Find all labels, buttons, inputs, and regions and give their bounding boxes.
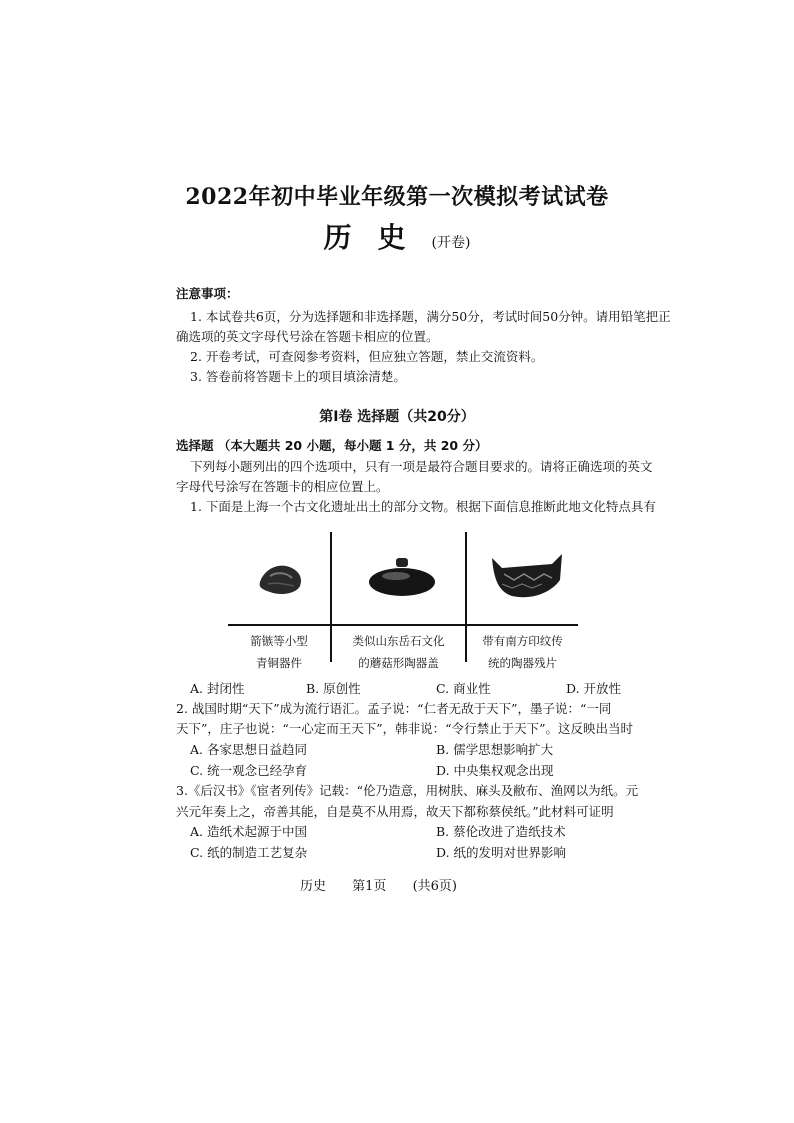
artifact-caption-1-line1: 箭镞等小型 [250,634,308,648]
notes-heading: 注意事项： [176,286,239,301]
question-2-stem-1: 2. 战国时期“天下”成为流行语汇。孟子说：“仁者无敌于天下”，墨子说：“一同 [176,701,612,716]
q2-option-a[interactable]: A. 各家思想日益趋同 [190,742,307,757]
note-item-2: 2. 开卷考试，可查阅参考资料，但应独立答题，禁止交流资料。 [190,349,544,364]
footer-page: 第1页 [352,879,387,894]
artifact-caption-3-line2: 统的陶器残片 [488,656,557,670]
question-3-stem-2: 兴元年奏上之，帝善其能，自是莫不从用焉，故天下都称蔡侯纸。”此材料可证明 [176,804,614,819]
artifact-caption-1 [228,630,330,674]
artifact-caption-3 [467,630,578,674]
page-footer [300,875,479,894]
q3-option-a[interactable]: A. 造纸术起源于中国 [190,824,307,839]
q1-option-d[interactable]: D. 开放性 [566,681,622,696]
artifact-caption-2 [332,630,465,674]
mushroom-pottery-lid-image [366,554,438,600]
artifact-caption-3-line1: 带有南方印纹传 [482,634,563,648]
q2-option-b[interactable]: B. 儒学思想影响扩大 [436,742,554,757]
q2-option-c[interactable]: C. 统一观念已经孕育 [190,763,308,778]
exam-title: 2022年初中毕业年级第一次模拟考试试卷 [185,184,609,210]
question-1-stem: 1. 下面是上海一个古文化遗址出土的部分文物。根据下面信息推断此地文化特点具有 [190,499,656,514]
artifact-table [228,532,578,670]
q3-option-d[interactable]: D. 纸的发明对世界影响 [436,845,567,860]
q3-option-c[interactable]: C. 纸的制造工艺复杂 [190,845,308,860]
q1-option-b[interactable]: B. 原创性 [306,681,361,696]
section-instruction-2: 字母代号涂写在答题卡的相应位置上。 [176,479,389,494]
note-item-1-cont: 确选项的英文字母代号涂在答题卡相应的位置。 [176,329,439,344]
footer-total: (共6页) [412,879,457,894]
q1-option-a[interactable]: A. 封闭性 [190,681,245,696]
artifact-caption-2-line2: 的蘑菇形陶器盖 [358,656,439,670]
question-2-stem-2: 天下”，庄子也说：“一心定而王天下”，韩非说：“令行禁止于天下”。这反映出当时 [176,721,633,736]
note-item-3: 3. 答卷前将答题卡上的项目填涂清楚。 [190,369,406,384]
q2-option-d[interactable]: D. 中央集权观念出现 [436,763,554,778]
q3-option-b[interactable]: B. 蔡伦改进了造纸技术 [436,824,566,839]
section-subtitle: 选择题 （本大题共 20 小题，每小题 1 分，共 20 分） [176,438,488,453]
question-3-stem-1: 3.《后汉书》《宦者列传》记载：“伦乃造意，用树肤、麻头及敝布、渔网以为纸。元 [176,783,639,798]
pottery-shard-image [490,550,564,602]
exam-type: (开卷) [431,235,471,251]
section-instruction-1: 下列每小题列出的四个选项中，只有一项是最符合题目要求的。请将正确选项的英文 [190,459,653,474]
table-baseline [228,624,578,626]
artifact-caption-2-line1: 类似山东岳石文化 [352,634,445,648]
subject-line [0,216,794,256]
artifact-caption-1-line2: 青铜器件 [256,656,302,670]
section-title: 第Ⅰ卷 选择题（共20分） [319,409,475,425]
subject-title: 历史 [323,221,432,254]
footer-subject: 历史 [300,879,327,894]
q1-option-c[interactable]: C. 商业性 [436,681,491,696]
bronze-arrowhead-image [256,560,306,598]
note-item-1: 1. 本试卷共6页，分为选择题和非选择题，满分50分，考试时间50分钟。请用铅笔把正 [190,309,671,324]
